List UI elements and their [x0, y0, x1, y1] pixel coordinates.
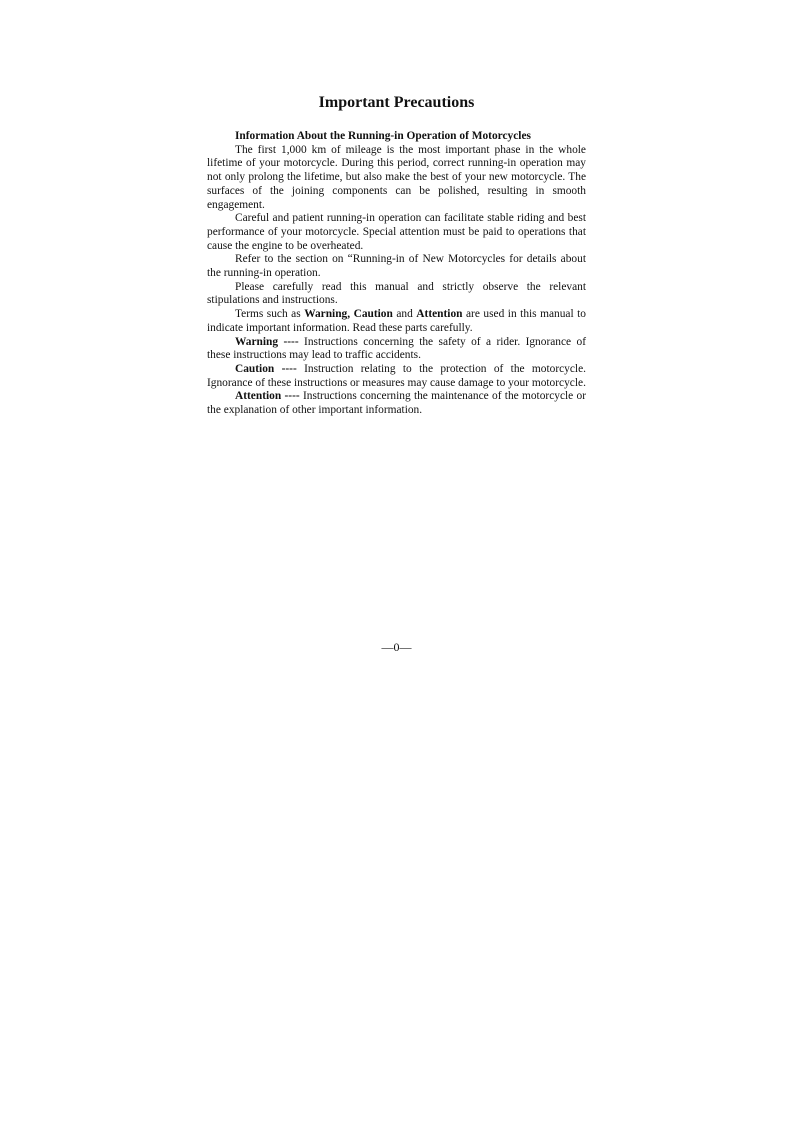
- attention-text: Instructions concerning the maintenance of the motorcycle or the explanation of other important information.: [207, 390, 587, 417]
- warning-label: Warning ----: [235, 335, 299, 348]
- paragraph-warning: [207, 336, 586, 363]
- paragraph-read-manual: Please carefully read this manual and strictly observe the relevant stipulations and instructions.: [207, 280, 586, 307]
- section-heading: Information About the Running-in Operation of Motorcycles: [235, 130, 531, 142]
- paragraph-attention: [207, 390, 586, 417]
- term-attention: Attention: [416, 308, 463, 321]
- terms-prefix: Terms such as: [235, 308, 305, 321]
- paragraph-refer-section: Refer to the section on “Running-in of New Motorcycles for details about the running-in operation.: [207, 253, 586, 280]
- page-title: Important Precautions: [318, 94, 475, 111]
- attention-label: Attention ----: [235, 390, 300, 403]
- terms-suffix: are used in this manual to indicate important information. Read these parts carefully.: [207, 308, 586, 334]
- caution-label: Caution ----: [235, 362, 297, 375]
- page-number: —0—: [381, 640, 412, 654]
- paragraph-mileage: The first 1,000 km of mileage is the most important phase in the whole lifetime of your motorcycle. During this period, correct running-in operation may not only prolong the lifetime, but also make the best of your new motorcycle. The surfaces of the joining components can be polished, resulting in smooth engagement.: [207, 143, 586, 211]
- warning-text: Instructions concerning the safety of a rider. Ignorance of these instructions may lead to traffic accidents.: [207, 335, 586, 362]
- term-warning: Warning,: [304, 308, 351, 321]
- terms-separator-2: and: [392, 308, 417, 321]
- paragraph-caution: [207, 363, 586, 390]
- term-caution: Caution: [353, 308, 393, 321]
- paragraph-careful-operation: Careful and patient running-in operation can facilitate stable riding and best performance of your motorcycle. Special attention must be paid to operations that cause the engine to be overheated.: [207, 212, 586, 252]
- document-body: [207, 130, 586, 418]
- caution-text: Instruction relating to the protection of the motorcycle. Ignorance of these instructions or measures may cause damage to your motorcycle.: [207, 362, 586, 389]
- paragraph-terms: [207, 308, 586, 335]
